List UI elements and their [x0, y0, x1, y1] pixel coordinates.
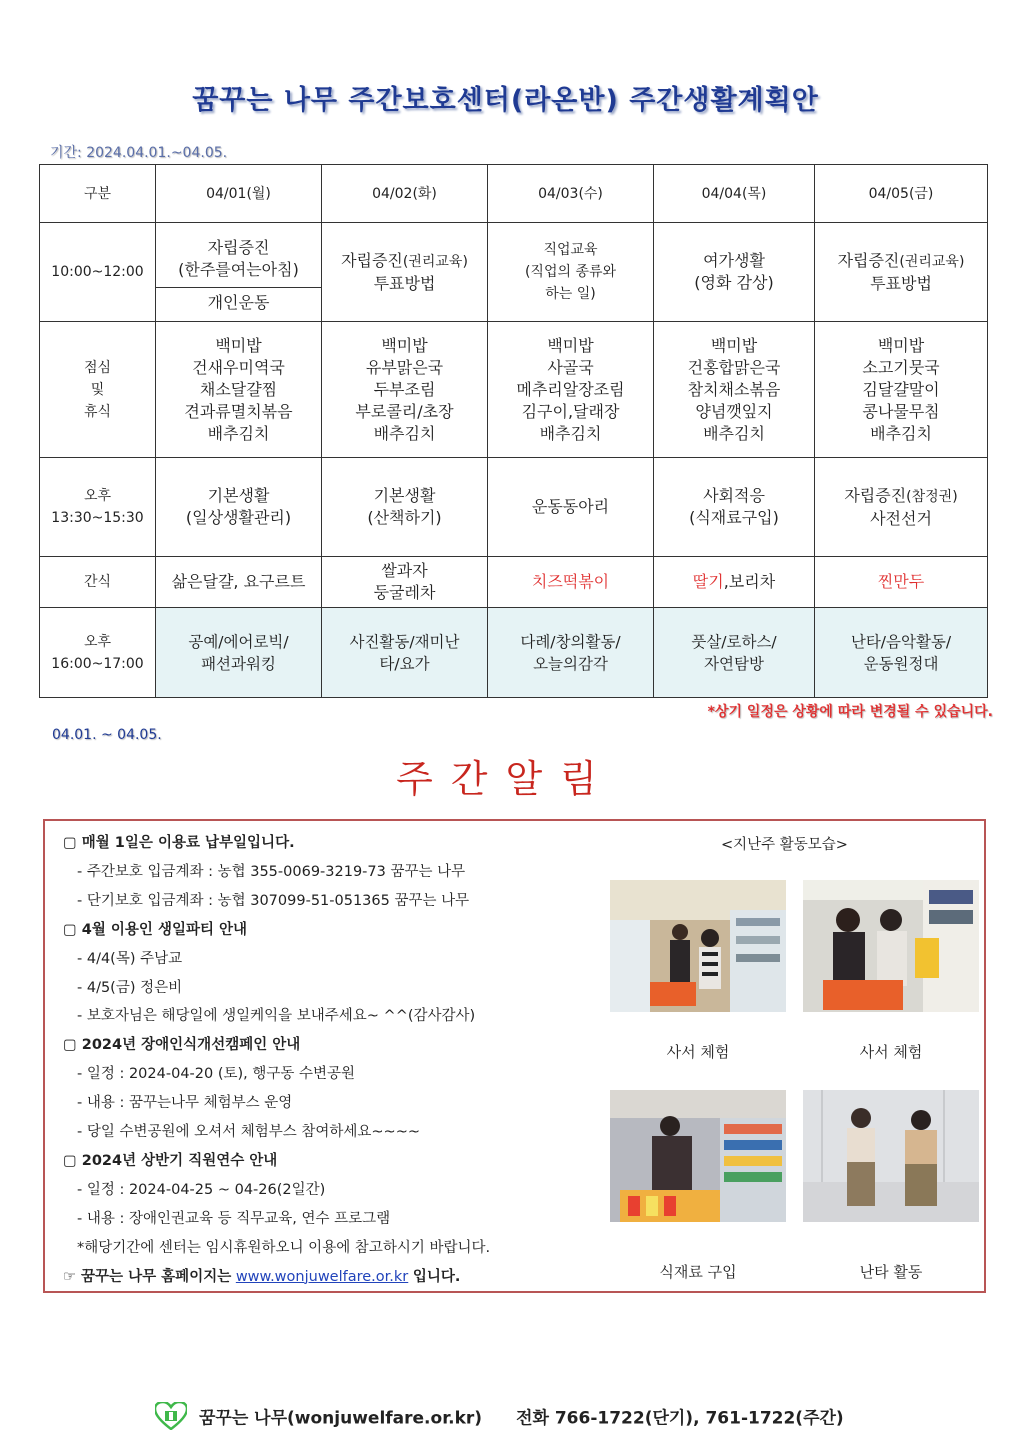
homepage-suffix: 입니다.: [412, 1268, 461, 1285]
homepage-prefix: ☞ 꿈꾸는 나무 홈페이지는: [63, 1268, 232, 1285]
activity-sub: (한주를여는아침): [178, 259, 299, 279]
menu-item: 메추리알장조림: [516, 379, 625, 399]
notice-item: - 당일 수변공원에 오셔서 체험부스 참여하세요~~~~: [77, 1124, 421, 1141]
menu-item: 참치채소볶음: [687, 379, 781, 399]
activity-photo: [610, 880, 786, 1012]
menu-item: 건홍합맑은국: [687, 357, 781, 377]
row-label-line: 및: [90, 381, 105, 398]
snack-cell: 찐만두: [815, 557, 988, 608]
menu-item: 백미밥: [877, 335, 925, 355]
notice-heading: ▢ 4월 이용인 생일파티 안내: [63, 921, 248, 938]
menu-item: 김달걀말이: [862, 379, 940, 399]
row-label: [40, 608, 156, 698]
row-label-line: 오후: [83, 633, 112, 650]
homepage-line: [63, 1263, 623, 1292]
photo-caption: 사서 체험: [859, 1043, 923, 1061]
menu-item: 유부맑은국: [365, 357, 444, 377]
row-label-line: 휴식: [83, 403, 112, 420]
snack-item: 둥굴레차: [373, 583, 436, 602]
club-line: 난타/음악활동/: [850, 632, 952, 651]
club-cell: [815, 608, 988, 698]
table-row: [40, 322, 988, 458]
activity-sub: (참정권): [906, 488, 958, 505]
activity-main: 자립증진: [844, 485, 907, 505]
footer: [155, 1402, 844, 1435]
menu-item: 백미밥: [547, 335, 594, 355]
activity-sub: (영화 감상): [694, 273, 774, 292]
activity-line2: 투표방법: [373, 273, 436, 293]
activity-main: 자립증진: [207, 237, 270, 257]
photo-caption: 사서 체험: [666, 1043, 730, 1061]
activity-main: 기본생활: [373, 486, 436, 505]
activity-main: 운동동아리: [531, 497, 610, 516]
activity-main: 기본생활: [207, 486, 270, 505]
table-cell: [488, 223, 654, 322]
footer-phone: 전화 766-1722(단기), 761-1722(주간): [516, 1408, 844, 1429]
activity-main: 자립증진: [341, 250, 403, 270]
menu-item: 배추김치: [703, 423, 765, 443]
menu-item: 견과류멸치볶음: [184, 401, 293, 421]
menu-cell: [654, 322, 815, 458]
table-cell: [156, 458, 322, 557]
activity-main: 자립증진: [837, 250, 900, 270]
page-title: 꿈꾸는 나무 주간보호센터(라온반) 주간생활계획안: [192, 85, 819, 116]
menu-item: 백미밥: [381, 335, 428, 355]
table-cell: [654, 223, 815, 322]
header-cell: 04/05(금): [815, 165, 988, 223]
notice-heading: ▢ 2024년 상반기 직원연수 안내: [63, 1152, 278, 1169]
notice-item: - 보호자님은 해당일에 생일케익을 보내주세요~ ^^(감사감사): [77, 1008, 476, 1025]
notice-item: - 4/5(금) 정은비: [77, 979, 183, 996]
photo-caption: 식재료 구입: [659, 1263, 737, 1281]
period-label: 기간: 2024.04.01.~04.05.: [50, 145, 228, 161]
activity-main: 여가생활: [703, 251, 765, 270]
menu-item: 백미밥: [215, 335, 262, 355]
snack-cell: 삶은달걀, 요구르트: [156, 557, 322, 608]
club-line: 패션과워킹: [201, 654, 276, 673]
menu-item: 백미밥: [710, 335, 758, 355]
row-label: 10:00~12:00: [40, 223, 156, 322]
menu-cell: [488, 322, 654, 458]
row-label-line: 13:30~15:30: [51, 510, 144, 526]
club-line: 다례/창의활동/: [520, 632, 621, 651]
notice-item: - 주간보호 입금계좌 : 농협 355-0069-3219-73 꿈꾸는 나무: [77, 863, 466, 880]
schedule-table: [39, 164, 988, 698]
notice-item: - 일정 : 2024-04-20 (토), 행구동 수변공원: [77, 1066, 356, 1083]
notice-box: [43, 819, 986, 1293]
activity-sub: (식재료구입): [689, 508, 779, 527]
row-label-line: 점심: [83, 359, 112, 376]
menu-item: 양념깻잎지: [695, 401, 773, 421]
schedule-note: *상기 일정은 상황에 따라 변경될 수 있습니다.: [707, 704, 993, 720]
club-line: 오늘의감각: [533, 654, 608, 673]
menu-item: 배추김치: [373, 423, 436, 443]
activity-sub: (권리교육): [402, 253, 468, 270]
table-cell: [322, 223, 488, 322]
notice-list: [63, 829, 623, 1292]
activity-photo: [803, 1090, 979, 1222]
table-cell: [815, 458, 988, 557]
table-row: [40, 458, 988, 557]
header-cell: 04/04(목): [654, 165, 815, 223]
notice-item: *해당기간에 센터는 임시휴원하오니 이용에 참고하시기 바랍니다.: [77, 1239, 491, 1256]
menu-item: 사골국: [547, 357, 594, 377]
club-line: 사진활동/재미난: [349, 632, 460, 651]
club-line: 풋살/로하스/: [691, 632, 777, 651]
menu-item: 두부조림: [373, 379, 436, 399]
activity-sub: (직업의 종류와: [524, 264, 617, 280]
activity-sub: (일상생활관리): [185, 508, 292, 527]
snack-item: 딸기: [692, 572, 724, 591]
table-row: [40, 608, 988, 698]
club-cell: [654, 608, 815, 698]
table-cell: [156, 223, 322, 322]
row-label: [40, 458, 156, 557]
activity-main: 사회적응: [703, 486, 765, 505]
activity-main: 직업교육: [543, 242, 598, 258]
row-label: [40, 322, 156, 458]
table-cell: [488, 458, 654, 557]
menu-cell: [322, 322, 488, 458]
weekly-notice-title: 주간알림: [396, 757, 615, 801]
row-label-line: 오후: [83, 488, 112, 504]
menu-item: 건새우미역국: [192, 357, 285, 377]
header-cell: 04/02(화): [322, 165, 488, 223]
activity-extra: 개인운동: [156, 287, 321, 314]
menu-item: 김구이,달래장: [521, 401, 620, 421]
menu-item: 부로콜리/초장: [355, 401, 454, 421]
snack-cell: [322, 557, 488, 608]
activity-photo: [610, 1090, 786, 1222]
footer-name: 꿈꾸는 나무(wonjuwelfare.or.kr): [199, 1408, 483, 1429]
activity-photo: [803, 880, 979, 1012]
club-cell: [488, 608, 654, 698]
menu-item: 채소달걀찜: [199, 379, 278, 399]
header-cell: 04/03(수): [488, 165, 654, 223]
notice-item: - 일정 : 2024-04-25 ~ 04-26(2일간): [77, 1181, 326, 1198]
notice-item: - 4/4(목) 주남교: [77, 950, 183, 967]
table-row: [40, 557, 988, 608]
notice-period: 04.01. ~ 04.05.: [52, 727, 162, 743]
menu-item: 콩나물무침: [862, 401, 940, 421]
club-cell: [156, 608, 322, 698]
club-line: 자연탐방: [704, 654, 764, 673]
snack-item: ,보리차: [723, 572, 776, 591]
snack-cell: 치즈떡볶이: [488, 557, 654, 608]
snack-cell: [654, 557, 815, 608]
table-cell: [654, 458, 815, 557]
notice-item: - 내용 : 장애인권교육 등 직무교육, 연수 프로그램: [77, 1210, 391, 1227]
club-line: 운동원정대: [863, 654, 939, 673]
activity-sub: (권리교육): [899, 253, 965, 270]
row-label: 간식: [40, 557, 156, 608]
menu-cell: [156, 322, 322, 458]
header-cell: 구분: [40, 165, 156, 223]
table-cell: [322, 458, 488, 557]
activity-sub: 하는 일): [545, 286, 596, 302]
club-cell: [322, 608, 488, 698]
club-line: 타/요가: [379, 654, 430, 673]
activity-line2: 투표방법: [870, 273, 932, 293]
gallery-title: <지난주 활동모습>: [721, 837, 848, 853]
activity-sub: (산책하기): [367, 508, 442, 527]
table-cell: [815, 223, 988, 322]
table-row: [40, 223, 988, 322]
notice-item: - 단기보호 입금계좌 : 농협 307099-51-051365 꿈꾸는 나무: [77, 892, 470, 909]
photo-caption: 난타 활동: [859, 1263, 923, 1281]
menu-item: 배추김치: [539, 423, 602, 443]
menu-item: 소고기뭇국: [862, 357, 940, 377]
notice-heading: ▢ 2024년 장애인식개선캠페인 안내: [63, 1037, 301, 1054]
club-line: 공예/에어로빅/: [188, 632, 289, 651]
row-label-line: 16:00~17:00: [51, 655, 144, 672]
notice-heading: ▢ 매월 1일은 이용료 납부일입니다.: [63, 835, 295, 851]
menu-cell: [815, 322, 988, 458]
activity-line2: 사전선거: [870, 508, 932, 528]
heart-logo-icon: [155, 1402, 187, 1435]
table-header-row: [40, 165, 988, 223]
homepage-link[interactable]: www.wonjuwelfare.or.kr: [235, 1268, 409, 1285]
notice-item: - 내용 : 꿈꾸는나무 체험부스 운영: [77, 1095, 293, 1112]
menu-item: 배추김치: [207, 423, 270, 443]
menu-item: 배추김치: [870, 423, 932, 443]
header-cell: 04/01(월): [156, 165, 322, 223]
snack-item: 쌀과자: [381, 561, 428, 580]
